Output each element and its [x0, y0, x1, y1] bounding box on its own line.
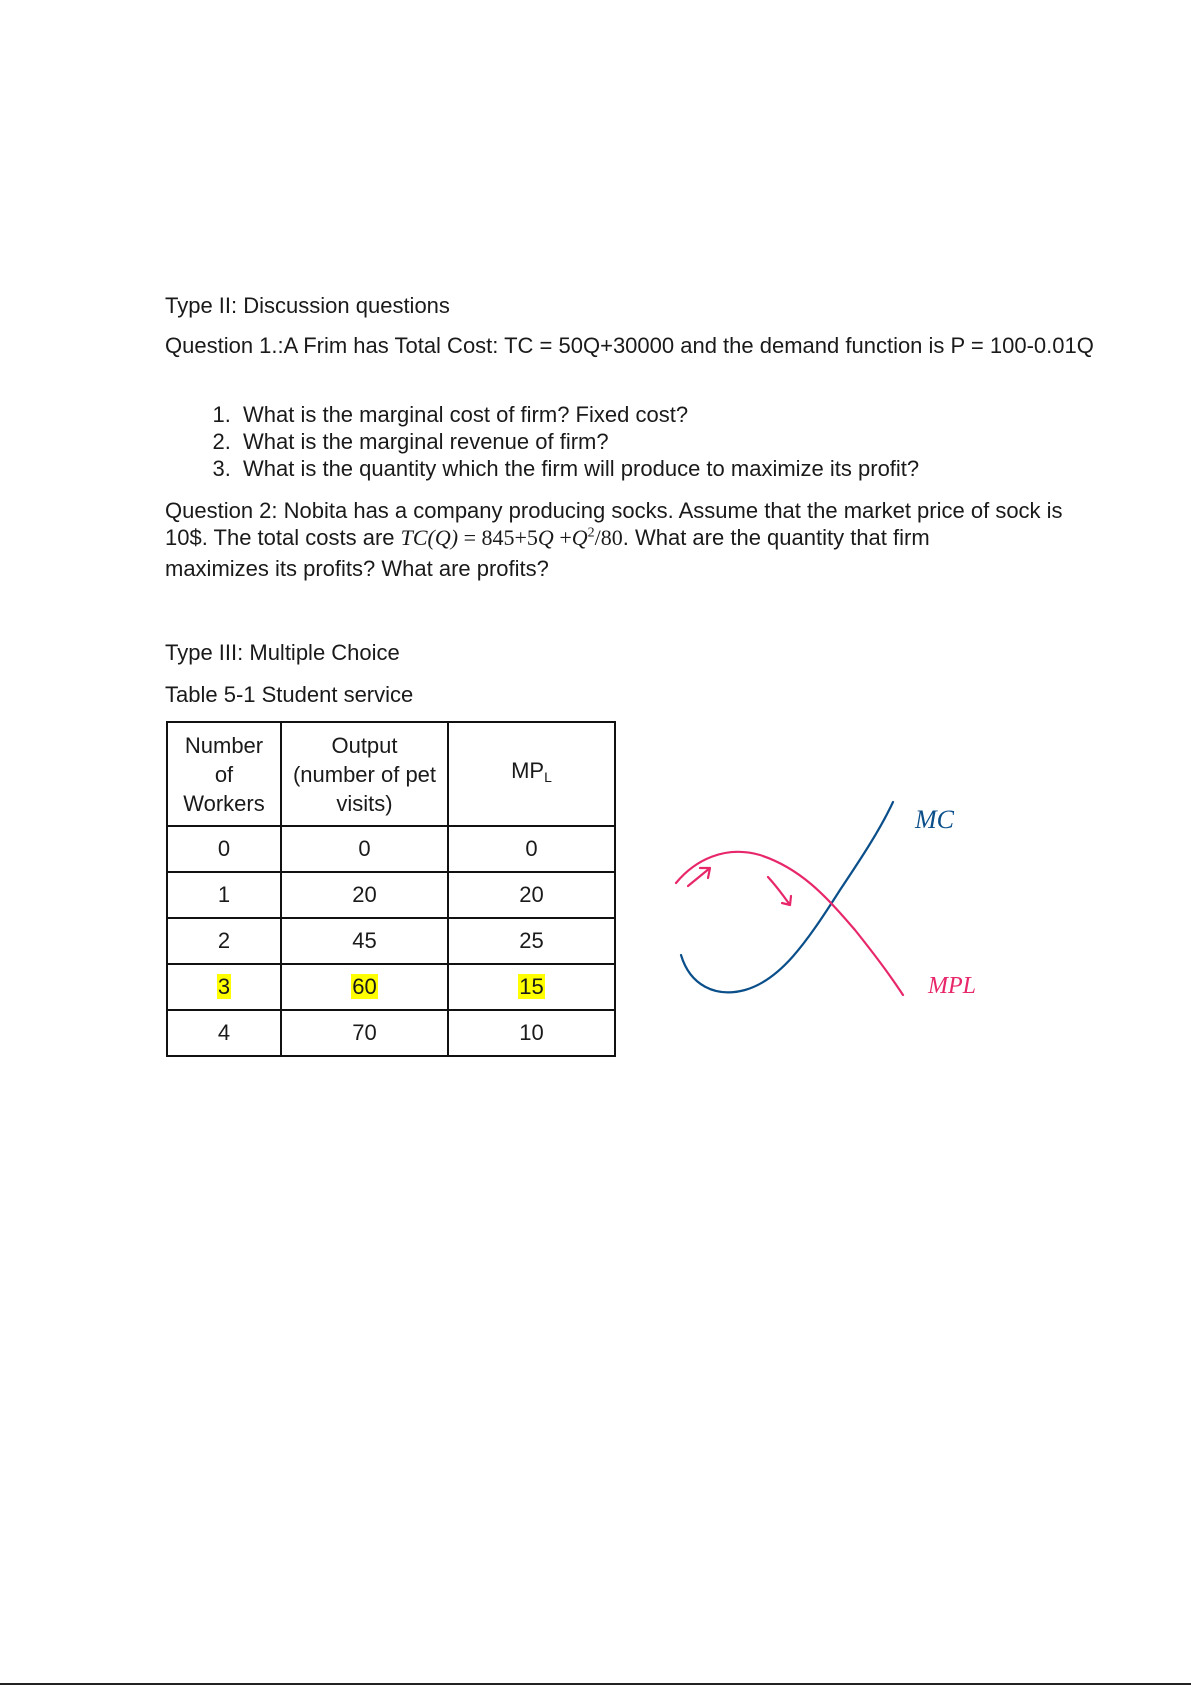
cell-output: 20: [281, 872, 448, 918]
mc-label: MC: [915, 805, 954, 834]
type2-heading: Type II: Discussion questions: [165, 293, 450, 318]
cell-output: 70: [281, 1010, 448, 1056]
cell-mpl: 0: [448, 826, 615, 872]
cell-mpl: 25: [448, 918, 615, 964]
arrow-down-icon: [768, 877, 791, 905]
arrow-up-icon: [688, 868, 710, 886]
header-output: Output (number of pet visits): [281, 722, 448, 826]
question-2-intro: Question 2: Nobita has a company producing socks. Assume that the market price of sock is 10$. The total costs are: [165, 498, 1063, 550]
cell-workers: 2: [167, 918, 281, 964]
cell-mpl: 15: [448, 964, 615, 1010]
cell-output: 45: [281, 918, 448, 964]
cell-mpl: 10: [448, 1010, 615, 1056]
cell-workers: 1: [167, 872, 281, 918]
question-1-text: Question 1.:A Frim has Total Cost: TC = 50Q+30000 and the demand function is P = 100-0.01Q: [165, 333, 1094, 358]
cell-output: 60: [281, 964, 448, 1010]
cost-formula: $TC(Q) = 845+5Q +Q^2/80$: [400, 525, 623, 550]
mc-curve: [681, 802, 893, 992]
cell-workers: 4: [167, 1010, 281, 1056]
question-1-item: 3. What is the quantity which the firm will produce to maximize its profit?: [237, 455, 919, 482]
cell-mpl: 20: [448, 872, 615, 918]
cell-workers: 0: [167, 826, 281, 872]
question-1-item: 1. What is the marginal cost of firm? Fixed cost?: [237, 401, 919, 428]
header-mpl: $MP_L$: [448, 722, 615, 826]
table-caption: Table 5-1 Student service: [165, 682, 414, 707]
question-2-after: . What are the quantity that firm: [622, 525, 930, 550]
cell-output: 0: [281, 826, 448, 872]
type3-heading: Type III: Multiple Choice: [165, 640, 400, 665]
question-2-line2: maximizes its profits? What are profits?: [165, 556, 549, 581]
header-workers: Number of Workers: [167, 722, 281, 826]
mpl-label: MPL: [928, 973, 976, 999]
cell-workers: 3: [167, 964, 281, 1010]
question-1-item: 2. What is the marginal revenue of firm?: [237, 428, 919, 455]
